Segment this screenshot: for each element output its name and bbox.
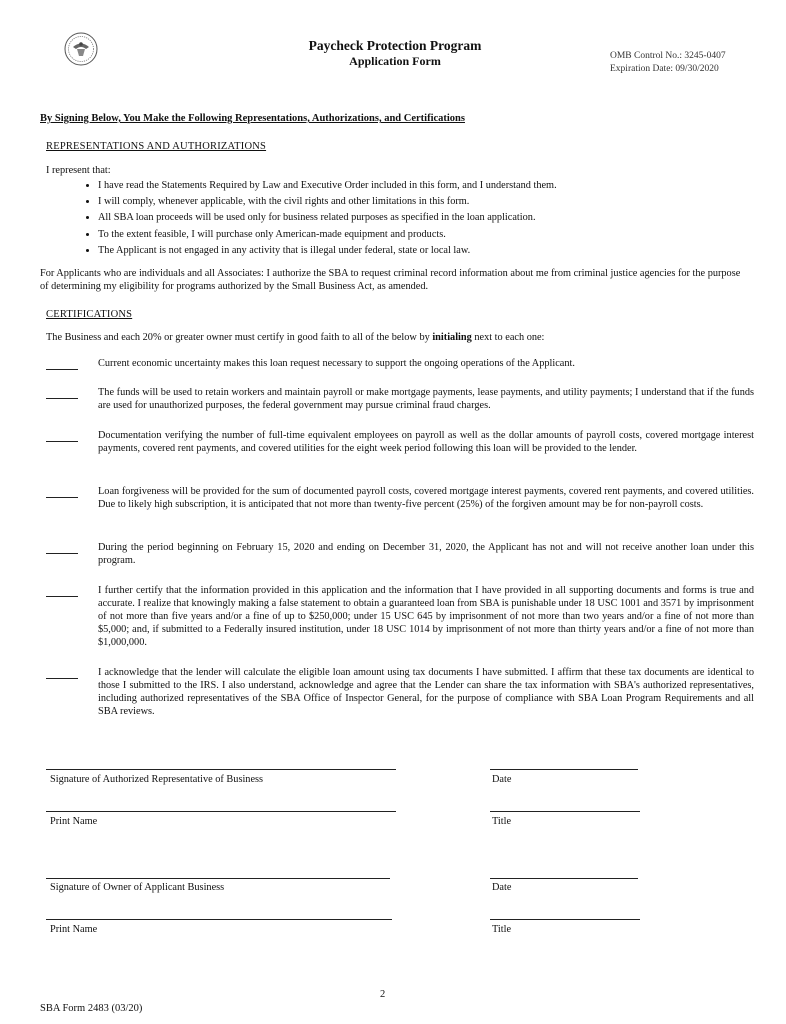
page-number: 2 <box>380 989 386 1000</box>
print-name-label: Print Name <box>50 816 98 827</box>
expiration-date: Expiration Date: 09/30/2020 <box>610 64 719 74</box>
certification-text: The funds will be used to retain workers and maintain payroll or make mortgage payments, lease payments, and utility payments; I understand that if the funds are used for unauthorized purposes, the federal government may pursue criminal fraud charges. <box>98 387 754 411</box>
representations-heading: REPRESENTATIONS AND AUTHORIZATIONS <box>46 141 267 152</box>
certification-text: During the period beginning on February 15, 2020 and ending on December 31, 2020, the Applicant has not and will not receive another loan under this program. <box>98 542 754 566</box>
representations-list <box>74 178 758 259</box>
list-item: • All SBA loan proceeds will be used only for business related purposes as specified in the loan application. <box>98 210 758 226</box>
form-number: SBA Form 2483 (03/20) <box>40 1003 143 1014</box>
title-line-owner[interactable] <box>490 919 640 920</box>
signature-line-owner[interactable] <box>46 878 390 879</box>
title-label: Title <box>492 816 512 827</box>
print-name-line-owner[interactable] <box>46 919 392 920</box>
certification-text: Loan forgiveness will be provided for the sum of documented payroll costs, covered mortgage interest payments, covered rent payments, and covered utilities. Due to likely high subscription, it is anticipated that not more than twenty-five percent (25%) of the forgiven amount may be for non-payroll costs. <box>98 486 754 510</box>
date-line-owner[interactable] <box>490 878 638 879</box>
list-item: • The Applicant is not engaged in any activity that is illegal under federal, state or local law. <box>98 243 758 259</box>
print-name-label: Print Name <box>50 924 98 935</box>
represent-intro: I represent that: <box>46 165 111 176</box>
initials-blank[interactable] <box>46 441 78 442</box>
certification-text: Current economic uncertainty makes this loan request necessary to support the ongoing operations of the Applicant. <box>98 358 575 369</box>
associates-authorization: For Applicants who are individuals and all Associates: I authorize the SBA to request criminal record information about me from criminal justice agencies for the purpose of determining my eligibility for programs authorized by the Small Business Act, as amended. <box>40 268 741 292</box>
print-name-line-business[interactable] <box>46 811 396 812</box>
date-label: Date <box>492 882 512 893</box>
list-item: • To the extent feasible, I will purchase only American-made equipment and products. <box>98 227 758 243</box>
certifications-intro: The Business and each 20% or greater owner must certify in good faith to all of the below by initialing next to each one: <box>46 332 545 343</box>
date-label: Date <box>492 774 512 785</box>
signature-business-label: Signature of Authorized Representative of Business <box>50 774 264 785</box>
form-title: Paycheck Protection Program <box>308 38 482 53</box>
initials-blank[interactable] <box>46 678 78 679</box>
omb-control-number: OMB Control No.: 3245-0407 <box>610 51 726 61</box>
certification-text: I further certify that the information provided in this application and the information that I have provided in all supporting documents and forms is true and accurate. I realize that knowingly making a false statement to obtain a guaranteed loan from SBA is punishable under 18 USC 1001 and 3571 by imprisonment of not more than five years and/or a fine of up to $250,000; under 15 USC 645 by imprisonment of not more than two years and/or a fine of not more than $5,000; and, if submitted to a Federally insured institution, under 18 USC 1014 by imprisonment of not more than thirty years and/or a fine of not more than $1,000,000. <box>98 585 754 648</box>
list-item: • I will comply, whenever applicable, with the civil rights and other limitations in this form. <box>98 194 758 210</box>
signature-owner-label: Signature of Owner of Applicant Business <box>50 882 225 893</box>
signing-heading: By Signing Below, You Make the Following Representations, Authorizations, and Certifications <box>40 113 465 124</box>
title-label: Title <box>492 924 512 935</box>
initials-blank[interactable] <box>46 497 78 498</box>
initials-blank[interactable] <box>46 398 78 399</box>
certification-text: I acknowledge that the lender will calculate the eligible loan amount using tax documents I have submitted. I affirm that these tax documents are identical to those I submitted to the IRS. I also understand, acknowledge and agree that the Lender can share the tax information with SBA's authorized representatives, including authorized representatives of the SBA Office of Inspector General, for the purpose of compliance with SBA Loan Program Requirements and all SBA reviews. <box>98 667 754 717</box>
initials-blank[interactable] <box>46 553 78 554</box>
certification-text: Documentation verifying the number of full-time equivalent employees on payroll as well as the dollar amounts of payroll costs, covered mortgage interest payments, covered rent payments, and covered utilities for the eight week period following this loan will be provided to the lender. <box>98 430 754 454</box>
list-item: • I have read the Statements Required by Law and Executive Order included in this form, and I understand them. <box>98 178 758 194</box>
date-line-business[interactable] <box>490 769 638 770</box>
initials-blank[interactable] <box>46 369 78 370</box>
sba-seal-logo <box>64 32 98 66</box>
certifications-heading: CERTIFICATIONS <box>46 309 133 320</box>
title-line-business[interactable] <box>490 811 640 812</box>
omb-info <box>610 50 726 76</box>
form-subtitle: Application Form <box>349 54 441 68</box>
initials-blank[interactable] <box>46 596 78 597</box>
signature-line-business[interactable] <box>46 769 396 770</box>
